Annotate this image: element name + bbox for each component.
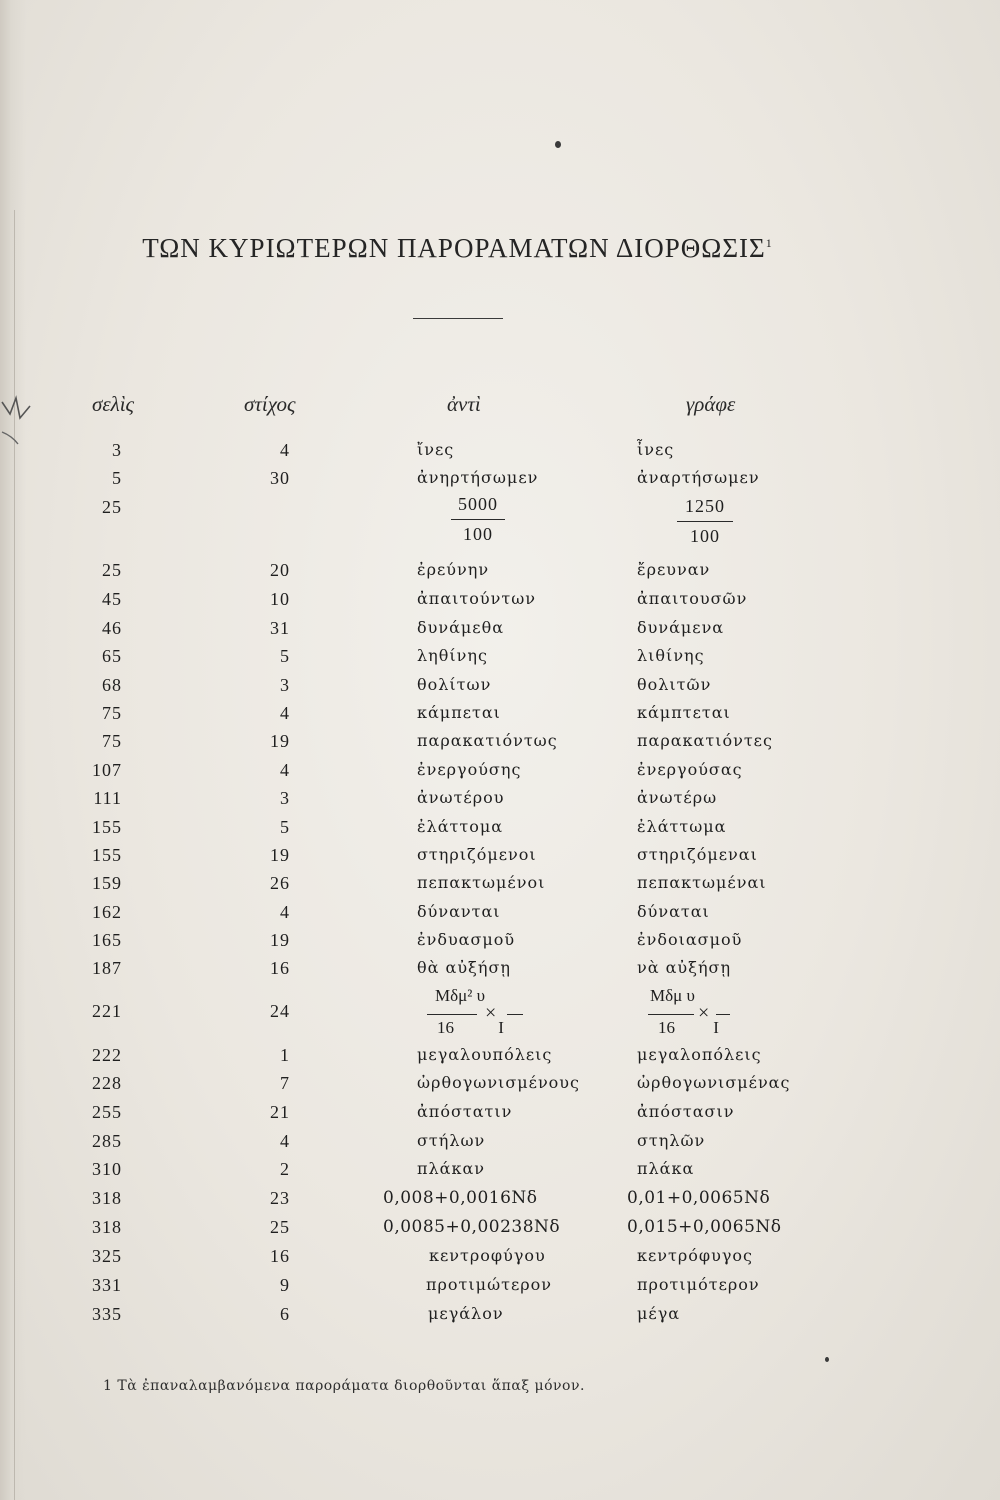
- line-number: 20: [270, 560, 290, 580]
- wrong-text: μεγαλουπόλεις: [417, 1045, 553, 1064]
- line-number: 23: [270, 1188, 290, 1208]
- page-number: 228: [92, 1073, 122, 1093]
- correct-text: ἀπόστασιν: [637, 1102, 735, 1121]
- page-number: 162: [92, 902, 122, 922]
- wrong-text: δυνάμεθα: [417, 618, 505, 637]
- wrong-text: ληθίνης: [417, 646, 488, 665]
- correct-text: νὰ αὐξήσῃ: [637, 958, 732, 977]
- wrong-text: στηριζόμενοι: [417, 845, 537, 864]
- table-row: [0, 929, 1000, 959]
- table-row: [0, 957, 1000, 987]
- table-row: [0, 844, 1000, 874]
- page-number: 75: [102, 703, 122, 723]
- correct-text: πεπακτωμέναι: [637, 873, 767, 892]
- correct-text: ἀνωτέρω: [637, 788, 718, 807]
- correct-text: μεγαλοπόλεις: [637, 1045, 762, 1064]
- page-number: 45: [102, 589, 122, 609]
- correct-text: ἀπαιτουσῶν: [637, 589, 748, 608]
- ink-dot: [555, 141, 561, 148]
- header-write: γράφε: [686, 392, 736, 416]
- correct-text: παρακατιόντες: [637, 731, 773, 750]
- times-sign: ×: [485, 1002, 497, 1024]
- wrong-text: κάμπεται: [417, 703, 501, 722]
- table-row: [0, 730, 1000, 760]
- line-number: 21: [270, 1102, 290, 1122]
- wrong-text: θολίτων: [417, 675, 492, 694]
- correct-text: μέγα: [637, 1304, 681, 1323]
- table-row: [0, 645, 1000, 675]
- line-number: 16: [270, 1246, 290, 1266]
- correct-text: ἐλάττωμα: [637, 817, 727, 836]
- title-text: ΤΩΝ ΚΥΡΙΩΤΕΡΩΝ ΠΑΡΟΡΑΜΑΤΩΝ ΔΙΟΡΘΩΣΙΣ: [142, 233, 766, 263]
- correct-formula: [648, 986, 768, 1042]
- table-row: [0, 1245, 1000, 1275]
- table-row: [0, 588, 1000, 618]
- line-number: 24: [270, 1001, 290, 1021]
- table-row: [0, 787, 1000, 817]
- wrong-text: ὠρθογωνισμένους: [417, 1073, 580, 1092]
- header-page: σελὶς: [92, 392, 135, 416]
- fraction-bar: [716, 1014, 730, 1015]
- ink-dot: [825, 1357, 829, 1362]
- wrong-text: πλάκαν: [417, 1159, 485, 1178]
- wrong-text: 0,008+0,0016Νδ: [383, 1188, 538, 1208]
- wrong-text: πεπακτωμένοι: [417, 873, 546, 892]
- wrong-text: στήλων: [417, 1131, 486, 1150]
- page-number: 335: [92, 1304, 122, 1324]
- fraction-denominator: 100: [690, 526, 720, 546]
- correct-text: 0,01+0,0065Νδ: [627, 1188, 771, 1208]
- page-number: 25: [102, 497, 122, 517]
- correct-text: ἐνδοιασμοῦ: [637, 930, 743, 949]
- table-row: [0, 1158, 1000, 1188]
- correct-text: κεντρόφυγος: [637, 1246, 753, 1265]
- table-row: [0, 759, 1000, 789]
- correct-text: ἀναρτήσωμεν: [637, 468, 760, 487]
- wrong-text: 0,0085+0,00238Νδ: [383, 1217, 561, 1237]
- times-sign: ×: [698, 1002, 710, 1024]
- wrong-text: ἐνεργούσης: [417, 760, 522, 779]
- fraction-bar: [451, 519, 505, 520]
- line-number: 25: [270, 1217, 290, 1237]
- wrong-text: κεντροφύγου: [429, 1246, 546, 1265]
- wrong-text: ἀνηρτήσωμεν: [417, 468, 539, 487]
- line-number: 16: [270, 958, 290, 978]
- title-note-marker: 1: [765, 236, 773, 250]
- wrong-text: δύνανται: [417, 902, 501, 921]
- table-row: [0, 1274, 1000, 1304]
- table-row: [0, 1216, 1000, 1246]
- table-row: [0, 674, 1000, 704]
- page-number: 318: [92, 1217, 122, 1237]
- correct-text: κάμπτεται: [637, 703, 731, 722]
- page-number: 221: [92, 1001, 122, 1021]
- footnote: 1 Τὰ ἐπαναλαμβανόμενα παροράματα διορθοῦνται ἅπαξ μόνον.: [103, 1378, 585, 1394]
- table-row: [0, 1130, 1000, 1160]
- wrong-text: ἐνδυασμοῦ: [417, 930, 516, 949]
- correct-text: ὠρθογωνισμένας: [637, 1073, 791, 1092]
- page-number: 111: [93, 788, 122, 808]
- table-row: [0, 702, 1000, 732]
- page-number: 318: [92, 1188, 122, 1208]
- line-number: 5: [280, 817, 290, 837]
- table-row: [0, 901, 1000, 931]
- correct-text: προτιμότερον: [637, 1275, 760, 1294]
- line-number: 19: [270, 731, 290, 751]
- wrong-fraction: [451, 492, 505, 546]
- wrong-text: θὰ αὐξήσῃ: [417, 958, 511, 977]
- correct-text: στηλῶν: [637, 1131, 706, 1150]
- fraction-bar: [507, 1014, 523, 1015]
- fraction-denominator: 100: [463, 524, 493, 544]
- line-number: 5: [280, 646, 290, 666]
- page-number: 165: [92, 930, 122, 950]
- page-number: 68: [102, 675, 122, 695]
- table-row: [0, 439, 1000, 469]
- table-row: [0, 1072, 1000, 1102]
- wrong-text: ἀνωτέρου: [417, 788, 505, 807]
- page-number: 65: [102, 646, 122, 666]
- correct-text: θολιτῶν: [637, 675, 712, 694]
- page-number: 331: [92, 1275, 122, 1295]
- page-number: 159: [92, 873, 122, 893]
- table-row: [0, 559, 1000, 589]
- page-number: 155: [92, 817, 122, 837]
- wrong-text: ἐρεύνην: [417, 560, 490, 579]
- table-row: [0, 1101, 1000, 1131]
- line-number: 2: [280, 1159, 290, 1179]
- wrong-text: παρακατιόντως: [417, 731, 558, 750]
- line-number: 4: [280, 760, 290, 780]
- correct-fraction: [677, 494, 733, 548]
- formula-bottom: 16 I: [658, 1018, 719, 1037]
- wrong-text: ἀπαιτούντων: [417, 589, 536, 608]
- fraction-bar: [677, 521, 733, 522]
- page-number: 107: [92, 760, 122, 780]
- line-number: 19: [270, 930, 290, 950]
- wrong-text: ἀπόστατιν: [417, 1102, 513, 1121]
- wrong-text: ἴνες: [417, 440, 455, 459]
- wrong-text: ἐλάττομα: [417, 817, 504, 836]
- line-number: 6: [280, 1304, 290, 1324]
- line-number: 10: [270, 589, 290, 609]
- correct-text: δυνάμενα: [637, 618, 725, 637]
- line-number: 4: [280, 440, 290, 460]
- fraction-bar: [427, 1014, 477, 1015]
- line-number: 19: [270, 845, 290, 865]
- table-row: [0, 816, 1000, 846]
- page-number: 46: [102, 618, 122, 638]
- page-number: 187: [92, 958, 122, 978]
- wrong-formula: [427, 986, 547, 1042]
- formula-top: Μδμ υ: [650, 986, 695, 1005]
- line-number: 7: [280, 1073, 290, 1093]
- line-number: 3: [280, 788, 290, 808]
- line-number: 31: [270, 618, 290, 638]
- table-row: [0, 872, 1000, 902]
- page-number: 310: [92, 1159, 122, 1179]
- page-number: 255: [92, 1102, 122, 1122]
- table-row: [0, 1044, 1000, 1074]
- line-number: 4: [280, 703, 290, 723]
- page-number: 222: [92, 1045, 122, 1065]
- wrong-text: προτιμώτερον: [426, 1275, 553, 1294]
- line-number: 30: [270, 468, 290, 488]
- line-number: 1: [280, 1045, 290, 1065]
- line-number: 26: [270, 873, 290, 893]
- page-number: 325: [92, 1246, 122, 1266]
- page-number: 75: [102, 731, 122, 751]
- line-number: 3: [280, 675, 290, 695]
- fraction-numerator: 5000: [458, 494, 498, 514]
- page-number: 3: [112, 440, 122, 460]
- table-row: [0, 617, 1000, 647]
- wrong-text: μεγάλον: [428, 1304, 504, 1323]
- correct-text: 0,015+0,0065Νδ: [627, 1217, 782, 1237]
- page-number: 25: [102, 560, 122, 580]
- page-number: 155: [92, 845, 122, 865]
- table-row: [0, 1303, 1000, 1333]
- correct-text: λιθίνης: [637, 646, 705, 665]
- formula-top: Μδμ² υ: [435, 986, 486, 1005]
- formula-bottom: 16 I: [437, 1018, 504, 1037]
- title-rule: [413, 318, 503, 319]
- correct-text: ἐνεργούσας: [637, 760, 743, 779]
- page-title: [0, 233, 915, 264]
- header-line: στίχος: [244, 392, 296, 416]
- fraction-bar: [648, 1014, 694, 1015]
- line-number: 9: [280, 1275, 290, 1295]
- fraction-numerator: 1250: [685, 496, 725, 516]
- correct-text: στηριζόμεναι: [637, 845, 758, 864]
- correct-text: ἶνες: [637, 440, 675, 459]
- page-number: 5: [112, 468, 122, 488]
- correct-text: ἔρευναν: [637, 560, 711, 579]
- page-number: 285: [92, 1131, 122, 1151]
- correct-text: πλάκα: [637, 1159, 695, 1178]
- table-row: [0, 1187, 1000, 1217]
- correct-text: δύναται: [637, 902, 710, 921]
- line-number: 4: [280, 1131, 290, 1151]
- header-instead: ἀντὶ: [447, 392, 481, 416]
- line-number: 4: [280, 902, 290, 922]
